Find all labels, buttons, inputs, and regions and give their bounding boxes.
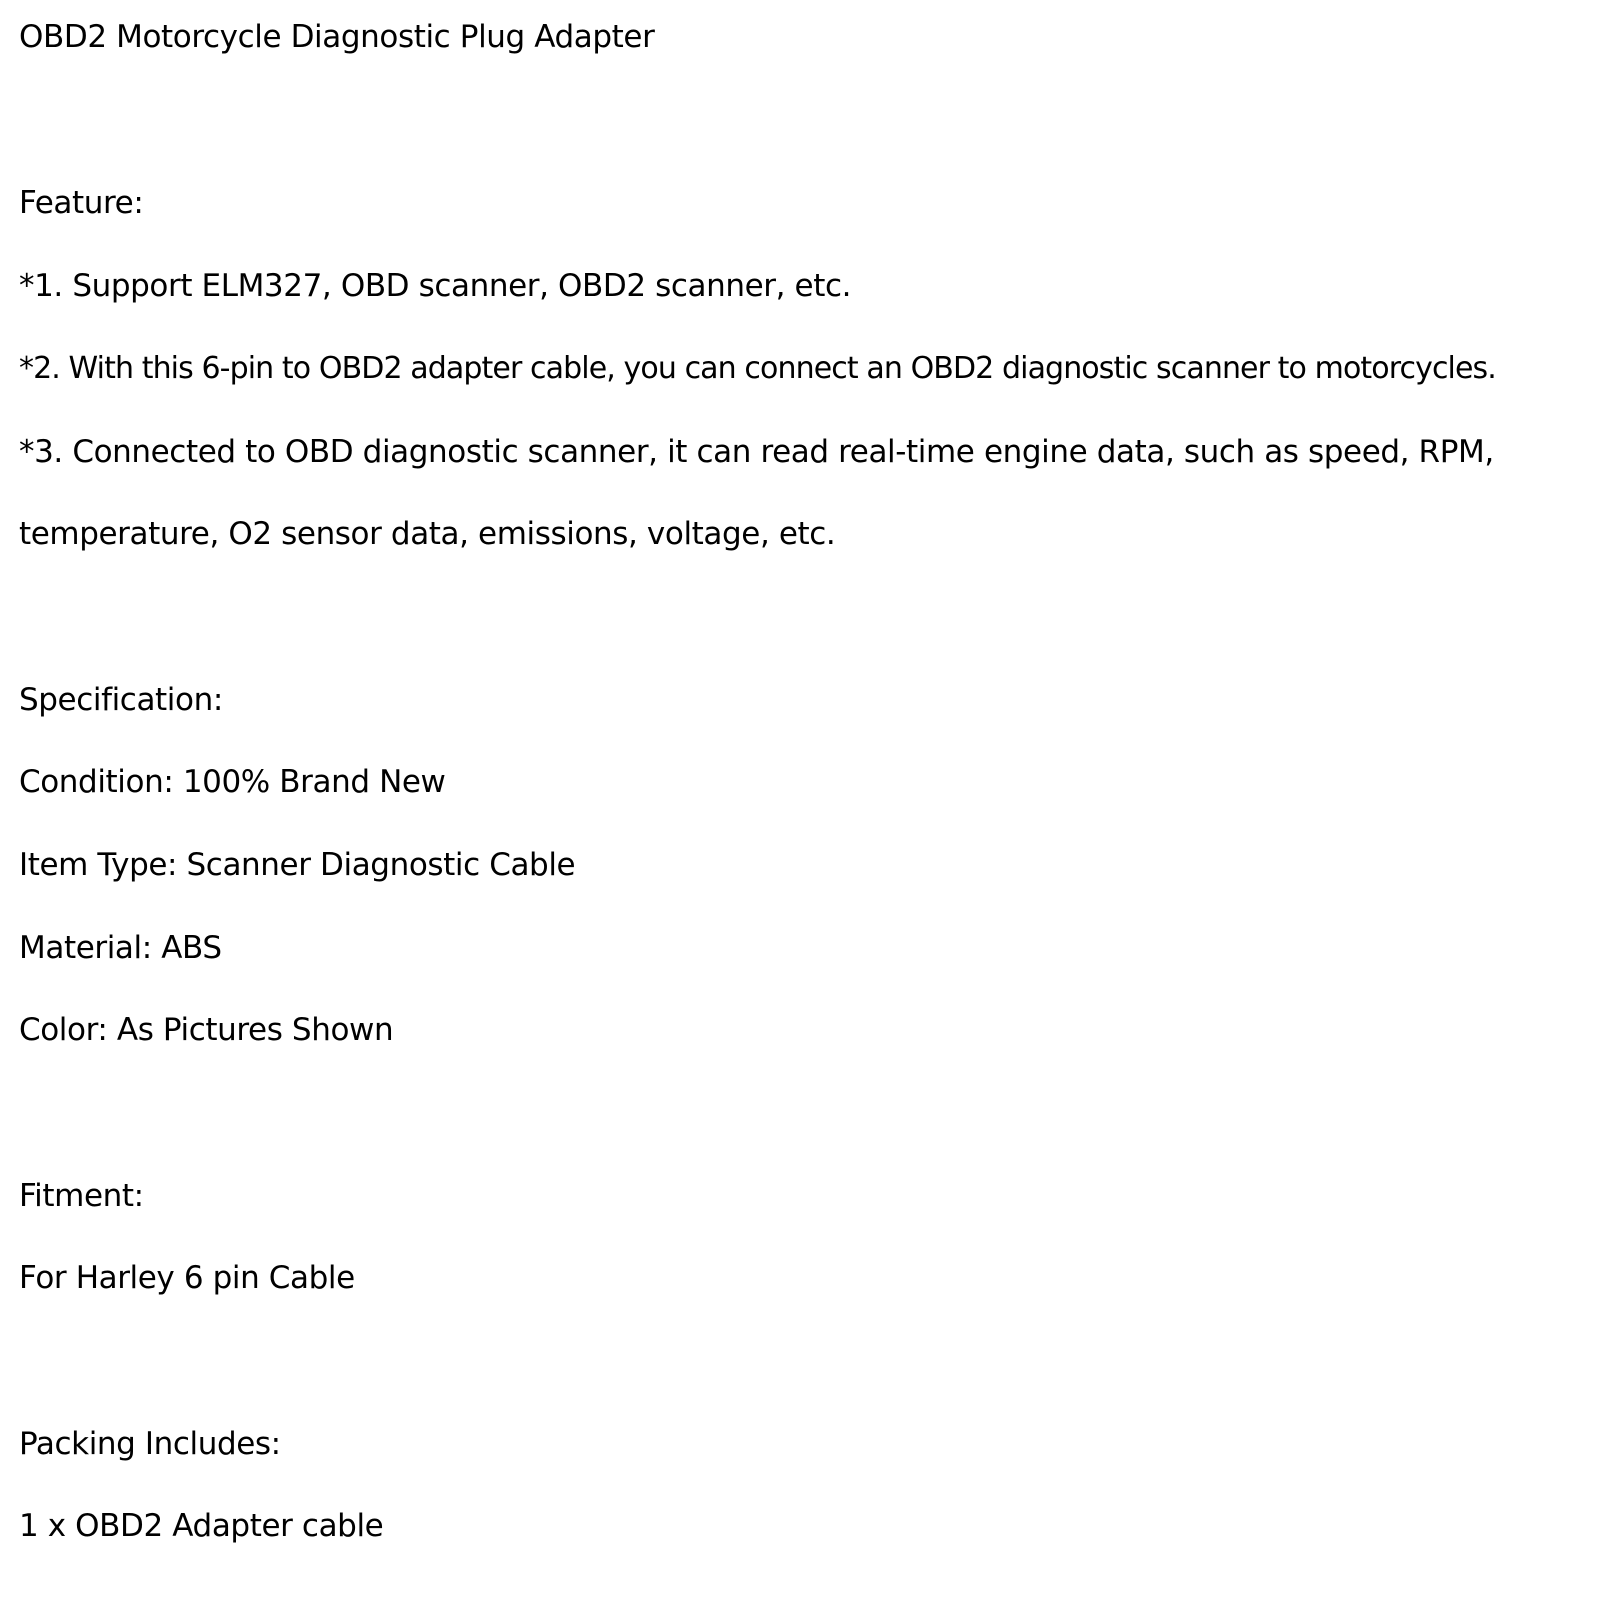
spec-color: Color: As Pictures Shown [19, 1012, 394, 1048]
product-title: OBD2 Motorcycle Diagnostic Plug Adapter [19, 19, 655, 55]
fitment-heading: Fitment: [19, 1178, 144, 1214]
spec-item-type: Item Type: Scanner Diagnostic Cable [19, 847, 576, 883]
spec-material: Material: ABS [19, 930, 222, 966]
packing-heading: Packing Includes: [19, 1426, 281, 1462]
feature-item-1: *1. Support ELM327, OBD scanner, OBD2 scanner, etc. [19, 268, 852, 304]
spec-condition: Condition: 100% Brand New [19, 764, 446, 800]
packing-item: 1 x OBD2 Adapter cable [19, 1508, 384, 1544]
feature-item-2: *2. With this 6-pin to OBD2 adapter cable, you can connect an OBD2 diagnostic scanner to motorcycles. [19, 351, 1496, 386]
fitment-item: For Harley 6 pin Cable [19, 1260, 355, 1296]
feature-heading: Feature: [19, 185, 144, 221]
feature-item-3-continued: temperature, O2 sensor data, emissions, voltage, etc. [19, 516, 836, 552]
feature-item-3: *3. Connected to OBD diagnostic scanner, it can read real-time engine data, such as speed, RPM, [19, 434, 1494, 470]
specification-heading: Specification: [19, 682, 223, 718]
